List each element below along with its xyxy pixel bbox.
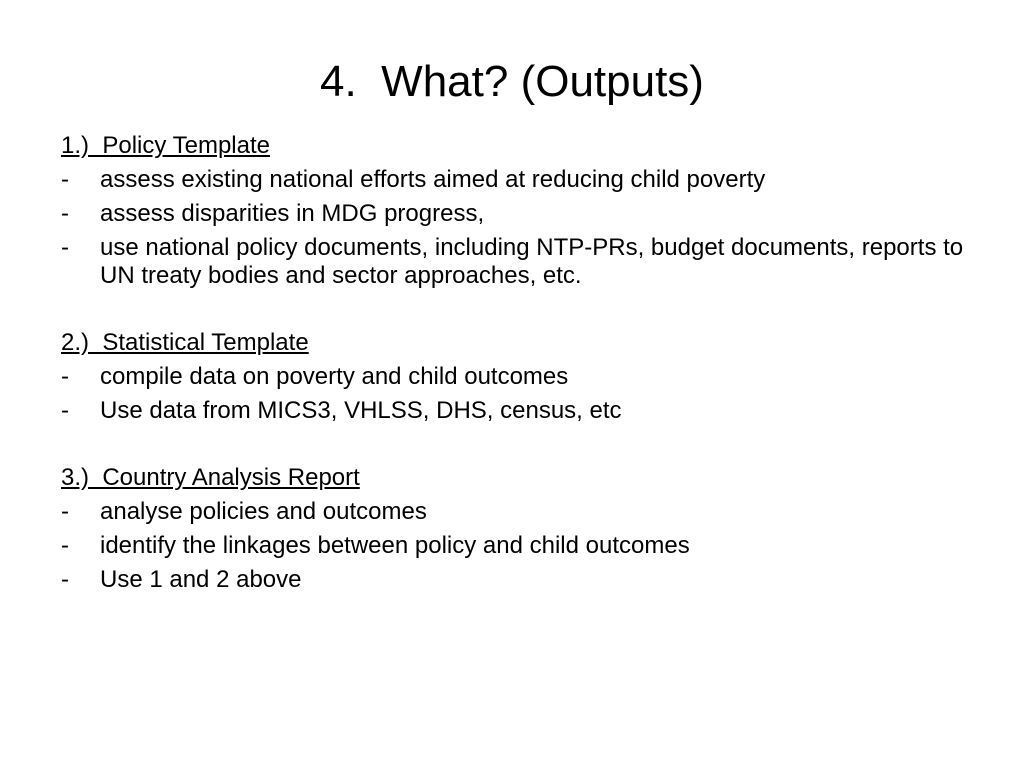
bullet-marker: -	[61, 234, 69, 261]
slide-title: 4. What? (Outputs)	[320, 57, 704, 106]
bullet-item	[61, 231, 981, 293]
section-heading: 2.) Statistical Template	[61, 329, 309, 356]
bullet-item	[61, 563, 981, 597]
bullet-item	[61, 495, 981, 529]
bullet-item	[61, 529, 981, 563]
slide-content	[61, 129, 981, 597]
bullet-item	[61, 360, 981, 394]
bullet-text: Use data from MICS3, VHLSS, DHS, census, etc	[100, 397, 622, 424]
bullet-item	[61, 197, 981, 231]
bullet-marker: -	[61, 532, 69, 559]
section-heading: 1.) Policy Template	[61, 132, 270, 159]
bullet-marker: -	[61, 166, 69, 193]
bullet-marker: -	[61, 397, 69, 424]
section-policy-template	[61, 129, 981, 293]
bullet-text: assess disparities in MDG progress,	[100, 200, 485, 227]
bullet-marker: -	[61, 566, 69, 593]
bullet-text: assess existing national efforts aimed at reducing child poverty	[100, 166, 766, 193]
bullet-text: identify the linkages between policy and child outcomes	[100, 532, 690, 559]
bullet-marker: -	[61, 498, 69, 525]
bullet-text: Use 1 and 2 above	[100, 566, 302, 593]
bullet-item	[61, 394, 981, 428]
bullet-marker: -	[61, 200, 69, 227]
bullet-text: use national policy documents, including NTP-PRs, budget documents, reports to UN treaty bodies and sector approaches, etc.	[100, 234, 964, 289]
bullet-text: compile data on poverty and child outcomes	[100, 363, 569, 390]
section-statistical-template	[61, 326, 981, 428]
bullet-marker: -	[61, 363, 69, 390]
bullet-text: analyse policies and outcomes	[100, 498, 427, 525]
bullet-item	[61, 163, 981, 197]
section-country-analysis-report	[61, 461, 981, 597]
section-heading: 3.) Country Analysis Report	[61, 464, 360, 491]
